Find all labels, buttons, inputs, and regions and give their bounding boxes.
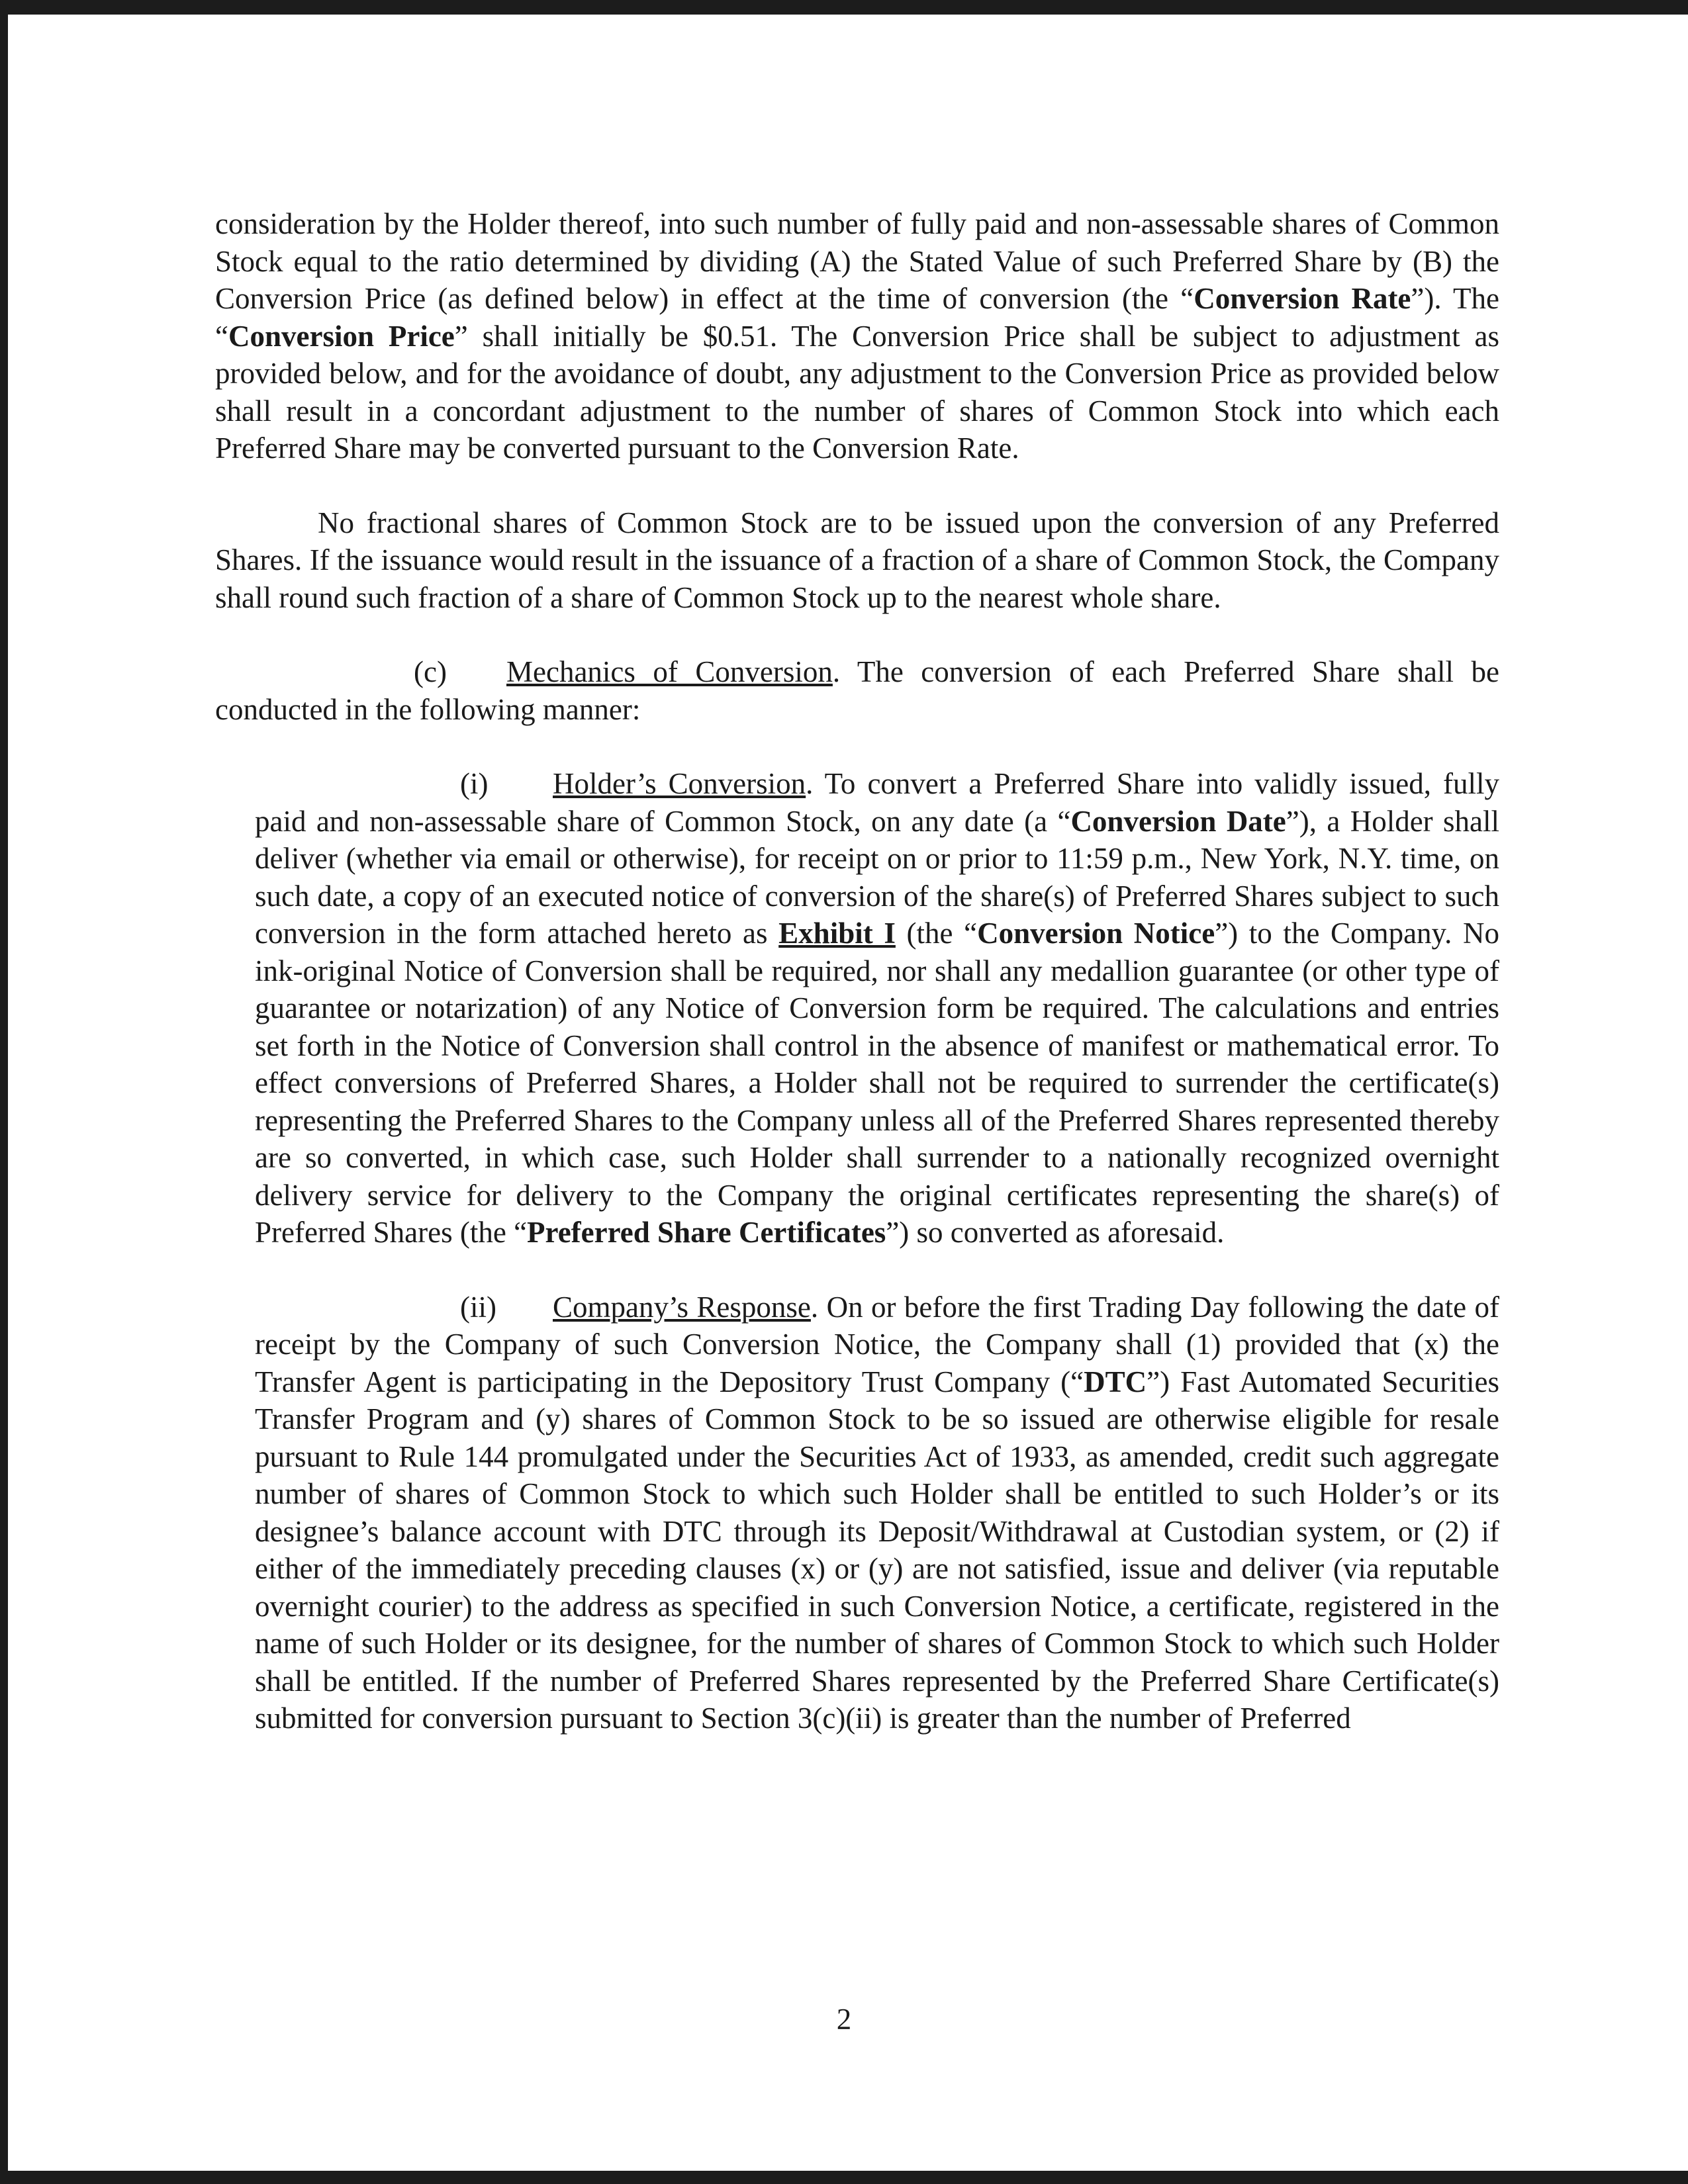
section-number: (c) bbox=[414, 655, 447, 688]
paragraph-conversion-rate: consideration by the Holder thereof, into such number of fully paid and non-assessable shares of Common Stock equal to the ratio determined by dividing (A) the Stated Value of such Preferred Share by (B) the Conversion Price (as defined below) in effect at the time of conversion (the “Conversion Rate”). The “Conversion Price” shall initially be $0.51. The Conversion Price shall be subject to adjustment as provided below, and for the avoidance of doubt, any adjustment to the Conversion Price as provided below shall result in a concordant adjustment to the number of shares of Common Stock into which each Preferred Share may be converted pursuant to the Conversion Rate. bbox=[215, 207, 1500, 465]
term-conversion-rate: Conversion Rate bbox=[1194, 282, 1411, 315]
term-conversion-price: Conversion Price bbox=[228, 319, 455, 353]
exhibit-reference: Exhibit I bbox=[778, 917, 896, 950]
section-mechanics-of-conversion: (c) Mechanics of Conversion. The conversion of each Preferred Share shall be conducted in the following manner: bbox=[215, 653, 1499, 728]
scan-border-top bbox=[0, 0, 1688, 15]
subsection-holders-conversion: (i) Holder’s Conversion. To convert a Preferred Share into validly issued, fully paid and non-assessable share of Common Stock, on any date (a “Conversion Date”), a Holder shall deliver (whether via email or otherwise), for receipt on or prior to 11:59 p.m., New York, N.Y. time, on such date, a copy of an executed notice of conversion of the share(s) of Preferred Shares subject to such conversion in the form attached hereto as Exhibit I (the “Conversion Notice”) to the Company. No ink-original Notice of Conversion shall be required, nor shall any medallion guarantee (or other type of guarantee or notarization) of any Notice of Conversion form be required. The calculations and entries set forth in the Notice of Conversion shall control in the absence of manifest or mathematical error. To effect conversions of Preferred Shares, a Holder shall not be required to surrender the certificate(s) representing the Preferred Shares to the Company unless all of the Preferred Shares represented thereby are so converted, in which case, such Holder shall surrender to a nationally recognized overnight delivery service for delivery to the Company the original certificates representing the share(s) of Preferred Shares (the “Preferred Share Certificates”) so converted as aforesaid. bbox=[255, 765, 1499, 1251]
scan-border-left bbox=[0, 0, 8, 2184]
subsection-number: (i) bbox=[460, 767, 489, 800]
term-conversion-date: Conversion Date bbox=[1070, 804, 1286, 838]
paragraph-fractional-shares: No fractional shares of Common Stock are to be issued upon the conversion of any Preferred Shares. If the issuance would result in the issuance of a fraction of a share of Common Stock, the Company shall round such fraction of a share of Common Stock up to the nearest whole share. bbox=[215, 506, 1499, 614]
page-number: 2 bbox=[836, 2003, 852, 2036]
term-conversion-notice: Conversion Notice bbox=[977, 917, 1215, 950]
section-heading: Mechanics of Conversion bbox=[506, 655, 833, 688]
document-body bbox=[215, 205, 1499, 1737]
subsection-companys-response: (ii) Company’s Response. On or before the first Trading Day following the date of receipt by the Company of such Conversion Notice, the Company shall (1) provided that (x) the Transfer Agent is participating in the Depository Trust Company (“DTC”) Fast Automated Securities Transfer Program and (y) shares of Common Stock to be so issued are otherwise eligible for resale pursuant to Rule 144 promulgated under the Securities Act of 1933, as amended, credit such aggregate number of shares of Common Stock to which such Holder shall be entitled to such Holder’s or its designee’s balance account with DTC through its Deposit/Withdrawal at Custodian system, or (2) if either of the immediately preceding clauses (x) or (y) are not satisfied, issue and deliver (via reputable overnight courier) to the address as specified in such Conversion Notice, a certificate, registered in the name of such Holder or its designee, for the number of shares of Common Stock to which such Holder shall be entitled. If the number of Preferred Shares represented by the Preferred Share Certificate(s) submitted for conversion pursuant to Section 3(c)(ii) is greater than the number of Preferred bbox=[255, 1289, 1499, 1737]
subsection-heading: Company’s Response bbox=[553, 1290, 811, 1324]
subsection-heading: Holder’s Conversion bbox=[553, 767, 806, 800]
term-dtc: DTC bbox=[1084, 1365, 1147, 1398]
scan-border-bottom bbox=[0, 2171, 1688, 2184]
term-preferred-share-certificates: Preferred Share Certificates bbox=[527, 1216, 886, 1249]
subsection-number: (ii) bbox=[460, 1290, 496, 1324]
